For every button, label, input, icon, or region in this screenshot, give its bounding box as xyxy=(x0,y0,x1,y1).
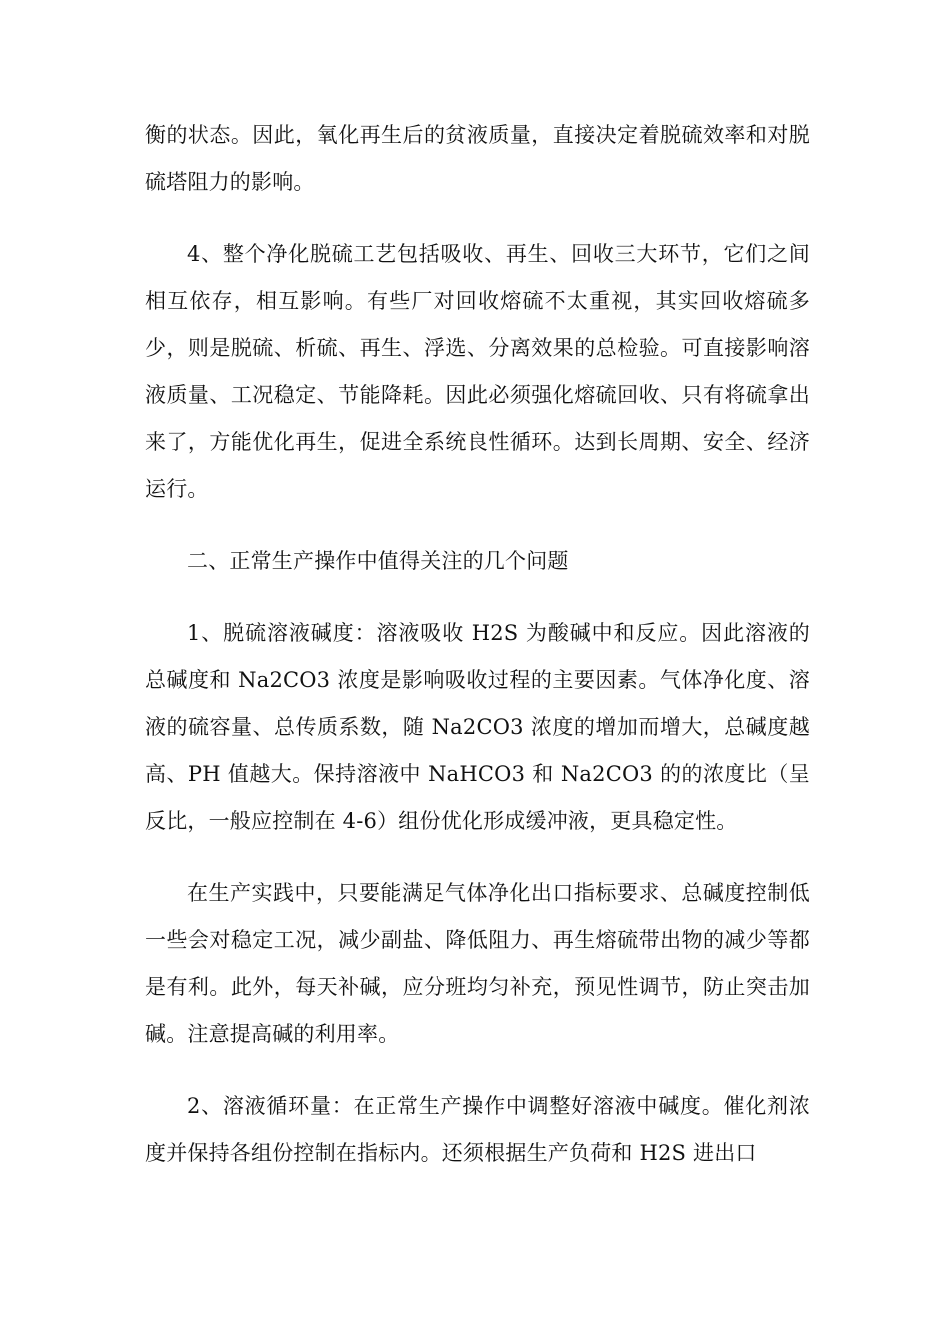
paragraph-item-4: 4、整个净化脱硫工艺包括吸收、再生、回收三大环节，它们之间相互依存，相互影响。有些厂对回收熔硫不太重视，其实回收熔硫多少，则是脱硫、析硫、再生、浮选、分离效果的总检验。可直接影响溶液质量、工况稳定、节能降耗。因此必须强化熔硫回收、只有将硫拿出来了，方能优化再生，促进全系统良性循环。达到长周期、安全、经济运行。 xyxy=(145,242,810,501)
paragraph-gap xyxy=(145,513,810,538)
paragraph-gap xyxy=(145,206,810,231)
paragraph-circulation: 2、溶液循环量：在正常生产操作中调整好溶液中碱度。催化剂浓度并保持各组份控制在指标内。还须根据生产负荷和 H2S 进出口 xyxy=(145,1094,810,1165)
document-body xyxy=(145,112,810,1177)
paragraph-alkalinity: 1、脱硫溶液碱度：溶液吸收 H2S 为酸碱中和反应。因此溶液的总碱度和 Na2CO3 浓度是影响吸收过程的主要因素。气体净化度、溶液的硫容量、总传质系数，随 Na2CO3 浓度的增加而增大，总碱度越高、PH 值越大。保持溶液中 NaHCO3 和 Na2CO3 的的浓度比（呈反比，一般应控制在 4-6）组份优化形成缓冲液，更具稳定性。 xyxy=(145,621,810,833)
section-heading: 二、正常生产操作中值得关注的几个问题 xyxy=(187,549,569,573)
paragraph-gap xyxy=(145,585,810,610)
paragraph-gap xyxy=(145,845,810,870)
paragraph-practice: 在生产实践中，只要能满足气体净化出口指标要求、总碱度控制低一些会对稳定工况，减少副盐、降低阻力、再生熔硫带出物的减少等都是有利。此外，每天补碱，应分班均匀补充，预见性调节，防止突击加碱。注意提高碱的利用率。 xyxy=(145,881,810,1046)
paragraph-gap xyxy=(145,1058,810,1083)
paragraph-continuation: 衡的状态。因此，氧化再生后的贫液质量，直接决定着脱硫效率和对脱硫塔阻力的影响。 xyxy=(145,123,810,194)
